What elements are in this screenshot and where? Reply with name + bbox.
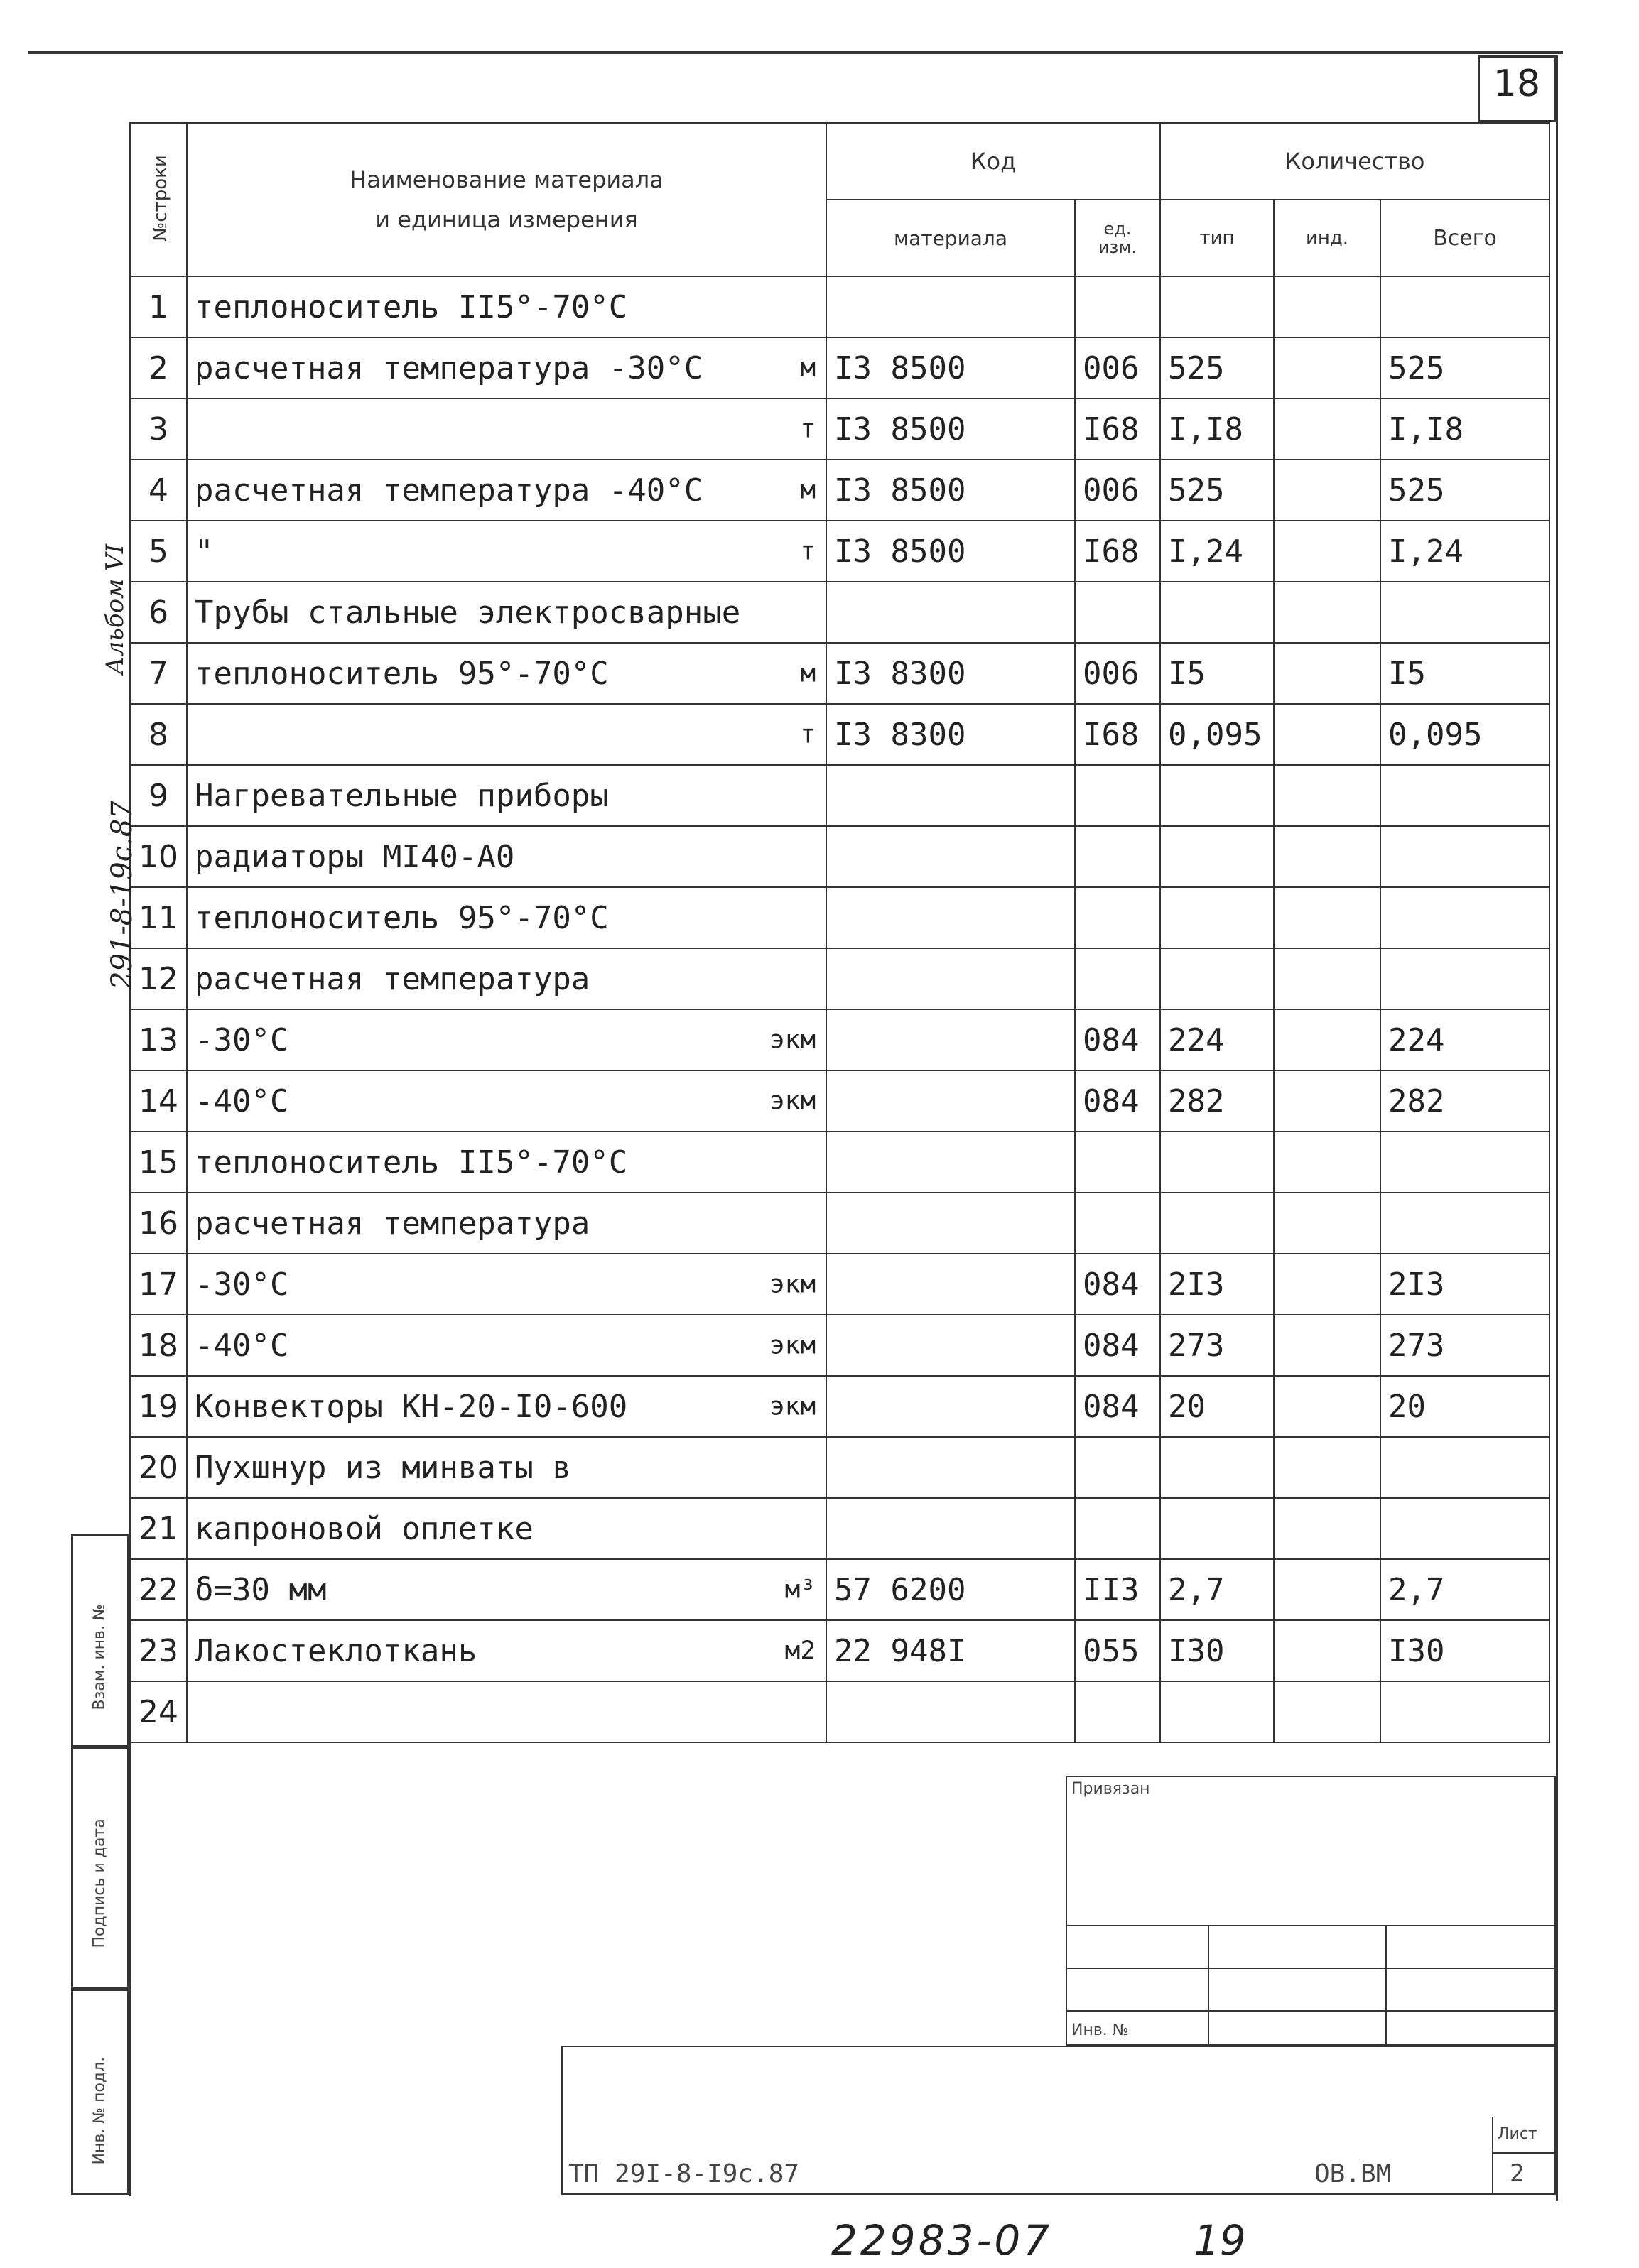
table-row: [130, 1132, 1549, 1193]
material-name-text: Лакостеклоткань: [195, 1632, 477, 1669]
table-row: [130, 1498, 1549, 1559]
material-code: [826, 1437, 1075, 1498]
unit-code: 084: [1075, 1254, 1160, 1315]
qty-ind: [1274, 1254, 1380, 1315]
sheet-label: Лист: [1498, 2125, 1537, 2143]
material-name-text: ": [195, 533, 214, 570]
unit-code: [1075, 1437, 1160, 1498]
qty-type: 282: [1160, 1070, 1274, 1132]
material-name: [187, 1559, 826, 1620]
unit-code: 006: [1075, 460, 1160, 521]
row-number: 6: [130, 582, 187, 643]
measure-unit: м: [800, 475, 816, 505]
qty-type: [1160, 887, 1274, 948]
qty-ind: [1274, 1193, 1380, 1254]
material-name: [187, 276, 826, 337]
unit-code: I68: [1075, 398, 1160, 460]
table-row: [130, 1193, 1549, 1254]
row-number: 5: [130, 521, 187, 582]
table-row: [130, 1437, 1549, 1498]
qty-ind: [1274, 1132, 1380, 1193]
unit-code: [1075, 1193, 1160, 1254]
material-code: [826, 1193, 1075, 1254]
sheet-number: 2: [1510, 2159, 1525, 2188]
stamp-left-label-3: Инв. № подл.: [90, 2056, 109, 2165]
qty-ind: [1274, 1559, 1380, 1620]
qty-ind: [1274, 1498, 1380, 1559]
top-rule: [28, 51, 1563, 54]
table-row: [130, 1070, 1549, 1132]
qty-ind: [1274, 704, 1380, 765]
row-number: 22: [130, 1559, 187, 1620]
material-name: [187, 460, 826, 521]
qty-total: I5: [1380, 643, 1549, 704]
material-code: I3 8500: [826, 337, 1075, 398]
row-number: 18: [130, 1315, 187, 1376]
header-code-material: материала: [826, 200, 1075, 276]
approval-inv: Инв. №: [1071, 2022, 1129, 2039]
material-name-text: -40°С: [195, 1083, 289, 1119]
qty-type: [1160, 582, 1274, 643]
table-row: [130, 276, 1549, 337]
material-code: [826, 765, 1075, 826]
side-code-label: 291-8-19с.87: [106, 801, 139, 989]
qty-type: I,I8: [1160, 398, 1274, 460]
row-number: 9: [130, 765, 187, 826]
unit-code: 006: [1075, 337, 1160, 398]
material-name: [187, 398, 826, 460]
unit-code: [1075, 1498, 1160, 1559]
row-number: 8: [130, 704, 187, 765]
measure-unit: экм: [769, 1269, 816, 1299]
material-code: [826, 1376, 1075, 1437]
qty-type: 2,7: [1160, 1559, 1274, 1620]
right-border: [1556, 55, 1558, 2201]
measure-unit: экм: [769, 1391, 816, 1421]
table-row: [130, 398, 1549, 460]
row-number: 14: [130, 1070, 187, 1132]
material-name: [187, 1620, 826, 1681]
bottom-archive-number: 22983-07: [831, 2216, 1053, 2264]
table-row: [130, 887, 1549, 948]
approval-vline-1: [1208, 1925, 1209, 2046]
approval-block: [1066, 1776, 1556, 2046]
qty-total: [1380, 1498, 1549, 1559]
approval-vline-2: [1385, 1925, 1387, 2046]
unit-code: [1075, 826, 1160, 887]
qty-ind: [1274, 460, 1380, 521]
qty-ind: [1274, 1009, 1380, 1070]
doc-section: ОВ.ВМ: [1314, 2159, 1392, 2188]
qty-total: 273: [1380, 1315, 1549, 1376]
material-name-text: расчетная температура: [195, 960, 590, 997]
header-qty-total: Всего: [1380, 200, 1549, 276]
unit-code: [1075, 582, 1160, 643]
qty-total: I30: [1380, 1620, 1549, 1681]
approval-accepted: Привязан: [1071, 1780, 1150, 1798]
material-name: [187, 1315, 826, 1376]
row-number: 2: [130, 337, 187, 398]
material-name-text: -30°С: [195, 1021, 289, 1058]
material-code: [826, 887, 1075, 948]
qty-ind: [1274, 1681, 1380, 1742]
row-number: 13: [130, 1009, 187, 1070]
row-number: 10: [130, 826, 187, 887]
qty-type: [1160, 948, 1274, 1009]
qty-ind: [1274, 1070, 1380, 1132]
qty-ind: [1274, 582, 1380, 643]
qty-ind: [1274, 1315, 1380, 1376]
qty-type: [1160, 1437, 1274, 1498]
qty-total: [1380, 1193, 1549, 1254]
material-code: I3 8300: [826, 704, 1075, 765]
qty-type: 525: [1160, 337, 1274, 398]
material-name: [187, 582, 826, 643]
qty-type: [1160, 1681, 1274, 1742]
qty-total: 525: [1380, 337, 1549, 398]
qty-total: 282: [1380, 1070, 1549, 1132]
material-table: [129, 122, 1550, 1743]
row-number: 24: [130, 1681, 187, 1742]
qty-ind: [1274, 1437, 1380, 1498]
table-row: [130, 582, 1549, 643]
approval-line-3: [1066, 2010, 1556, 2012]
qty-ind: [1274, 826, 1380, 887]
unit-code: II3: [1075, 1559, 1160, 1620]
measure-unit: м: [800, 353, 816, 383]
qty-total: [1380, 582, 1549, 643]
table-row: [130, 1681, 1549, 1742]
material-code: [826, 948, 1075, 1009]
header-quantity: Количество: [1160, 123, 1549, 200]
row-number: 17: [130, 1254, 187, 1315]
material-name: [187, 1437, 826, 1498]
material-code: [826, 1132, 1075, 1193]
row-number: 16: [130, 1193, 187, 1254]
qty-total: [1380, 1681, 1549, 1742]
material-code: I3 8300: [826, 643, 1075, 704]
material-name: [187, 887, 826, 948]
material-name-text: Пухшнур из минваты в: [195, 1449, 571, 1486]
row-number: 3: [130, 398, 187, 460]
unit-code: I68: [1075, 521, 1160, 582]
measure-unit: экм: [769, 1025, 816, 1055]
row-number: 4: [130, 460, 187, 521]
table-row: [130, 1620, 1549, 1681]
table-row: [130, 1009, 1549, 1070]
title-hline: [1492, 2152, 1556, 2154]
qty-ind: [1274, 521, 1380, 582]
qty-total: [1380, 826, 1549, 887]
material-code: 57 6200: [826, 1559, 1075, 1620]
qty-total: [1380, 276, 1549, 337]
table-row: [130, 1254, 1549, 1315]
material-name-text: теплоноситель II5°-70°С: [195, 288, 628, 325]
table-row: [130, 643, 1549, 704]
material-code: [826, 582, 1075, 643]
qty-type: [1160, 826, 1274, 887]
material-code: I3 8500: [826, 521, 1075, 582]
material-name: [187, 1009, 826, 1070]
material-name-text: расчетная температура -30°С: [195, 349, 703, 386]
qty-total: I,24: [1380, 521, 1549, 582]
material-name-text: радиаторы МI40-А0: [195, 838, 515, 875]
row-number: 21: [130, 1498, 187, 1559]
qty-type: [1160, 765, 1274, 826]
unit-code: [1075, 1132, 1160, 1193]
material-code: [826, 1009, 1075, 1070]
unit-code: 084: [1075, 1009, 1160, 1070]
material-code: [826, 826, 1075, 887]
material-name: [187, 1681, 826, 1742]
row-number: 20: [130, 1437, 187, 1498]
material-code: I3 8500: [826, 460, 1075, 521]
material-name-text: -40°С: [195, 1327, 289, 1364]
unit-code: 084: [1075, 1315, 1160, 1376]
material-name: [187, 704, 826, 765]
measure-unit: т: [800, 536, 816, 566]
header-name: Наименование материала и единица измерения: [187, 123, 826, 276]
qty-total: I,I8: [1380, 398, 1549, 460]
header-qty-type: тип: [1160, 200, 1274, 276]
qty-type: 20: [1160, 1376, 1274, 1437]
qty-type: 525: [1160, 460, 1274, 521]
material-name: [187, 521, 826, 582]
material-code: [826, 1070, 1075, 1132]
material-name-text: капроновой оплетке: [195, 1510, 534, 1547]
table-row: [130, 1559, 1549, 1620]
material-name-text: Нагревательные приборы: [195, 777, 609, 814]
material-code: 22 948I: [826, 1620, 1075, 1681]
material-name-text: теплоноситель 95°-70°С: [195, 655, 609, 692]
row-number: 11: [130, 887, 187, 948]
material-name-text: Конвекторы КН-20-I0-600: [195, 1388, 628, 1425]
qty-type: [1160, 1498, 1274, 1559]
qty-type: I5: [1160, 643, 1274, 704]
qty-total: [1380, 887, 1549, 948]
unit-code: 006: [1075, 643, 1160, 704]
material-name: [187, 1132, 826, 1193]
qty-ind: [1274, 643, 1380, 704]
qty-type: [1160, 1132, 1274, 1193]
row-number: 15: [130, 1132, 187, 1193]
qty-ind: [1274, 765, 1380, 826]
unit-code: [1075, 276, 1160, 337]
qty-total: [1380, 1132, 1549, 1193]
material-name: [187, 948, 826, 1009]
material-name: [187, 826, 826, 887]
table-row: [130, 765, 1549, 826]
unit-code: 055: [1075, 1620, 1160, 1681]
header-row-number: №строки: [130, 123, 187, 276]
material-name: [187, 1376, 826, 1437]
qty-total: [1380, 948, 1549, 1009]
stamp-left-label-1: Взам. инв. №: [90, 1604, 109, 1710]
qty-type: I,24: [1160, 521, 1274, 582]
unit-code: [1075, 948, 1160, 1009]
material-code: [826, 1498, 1075, 1559]
unit-code: 084: [1075, 1070, 1160, 1132]
material-name-text: -30°С: [195, 1266, 289, 1303]
table-row: [130, 704, 1549, 765]
measure-unit: м: [800, 658, 816, 688]
material-name-text: расчетная температура: [195, 1205, 590, 1242]
measure-unit: м³: [784, 1575, 816, 1605]
material-name: [187, 1070, 826, 1132]
material-name: [187, 643, 826, 704]
material-name-text: расчетная температура -40°С: [195, 472, 703, 509]
qty-ind: [1274, 276, 1380, 337]
qty-total: 224: [1380, 1009, 1549, 1070]
material-code: [826, 1681, 1075, 1742]
qty-type: 224: [1160, 1009, 1274, 1070]
row-number: 23: [130, 1620, 187, 1681]
stamp-left-label-2: Подпись и дата: [90, 1818, 109, 1948]
material-code: [826, 1315, 1075, 1376]
row-number: 19: [130, 1376, 187, 1437]
measure-unit: т: [800, 720, 816, 749]
qty-ind: [1274, 1620, 1380, 1681]
material-name-text: теплоноситель II5°-70°С: [195, 1144, 628, 1181]
material-name-text: Трубы стальные электросварные: [195, 594, 741, 631]
material-code: [826, 276, 1075, 337]
qty-ind: [1274, 337, 1380, 398]
bottom-sheet-number: 19: [1194, 2216, 1246, 2264]
qty-total: [1380, 1437, 1549, 1498]
qty-type: [1160, 1193, 1274, 1254]
row-number: 1: [130, 276, 187, 337]
qty-total: 2,7: [1380, 1559, 1549, 1620]
qty-total: 2I3: [1380, 1254, 1549, 1315]
material-name-text: теплоноситель 95°-70°С: [195, 899, 609, 936]
material-code: [826, 1254, 1075, 1315]
qty-type: 0,095: [1160, 704, 1274, 765]
title-vline: [1492, 2117, 1493, 2195]
unit-code: 084: [1075, 1376, 1160, 1437]
side-album-label: Альбом VI: [101, 543, 129, 675]
measure-unit: экм: [769, 1330, 816, 1360]
qty-type: [1160, 276, 1274, 337]
table-row: [130, 948, 1549, 1009]
table-row: [130, 460, 1549, 521]
row-number: 7: [130, 643, 187, 704]
unit-code: [1075, 765, 1160, 826]
measure-unit: экм: [769, 1086, 816, 1116]
qty-total: 0,095: [1380, 704, 1549, 765]
material-name: [187, 337, 826, 398]
qty-total: [1380, 765, 1549, 826]
qty-ind: [1274, 398, 1380, 460]
unit-code: I68: [1075, 704, 1160, 765]
table-row: [130, 1315, 1549, 1376]
qty-ind: [1274, 1376, 1380, 1437]
row-number: 12: [130, 948, 187, 1009]
qty-total: 525: [1380, 460, 1549, 521]
material-name: [187, 1193, 826, 1254]
doc-code: ТП 29I-8-I9с.87: [568, 2159, 800, 2188]
qty-type: 273: [1160, 1315, 1274, 1376]
unit-code: [1075, 1681, 1160, 1742]
material-code: I3 8500: [826, 398, 1075, 460]
qty-total: 20: [1380, 1376, 1549, 1437]
table-row: [130, 826, 1549, 887]
page-number: 18: [1493, 63, 1541, 105]
material-name: [187, 1254, 826, 1315]
qty-ind: [1274, 887, 1380, 948]
measure-unit: т: [800, 414, 816, 444]
table-row: [130, 1376, 1549, 1437]
material-name: [187, 765, 826, 826]
measure-unit: м2: [784, 1636, 816, 1666]
table-row: [130, 337, 1549, 398]
qty-type: I30: [1160, 1620, 1274, 1681]
header-code-unit: ед. изм.: [1075, 200, 1160, 276]
header-qty-ind: инд.: [1274, 200, 1380, 276]
material-name: [187, 1498, 826, 1559]
qty-ind: [1274, 948, 1380, 1009]
approval-line-2: [1066, 1968, 1556, 1969]
unit-code: [1075, 887, 1160, 948]
header-code: Код: [826, 123, 1160, 200]
table-row: [130, 521, 1549, 582]
material-name-text: δ=30 мм: [195, 1571, 327, 1608]
qty-type: 2I3: [1160, 1254, 1274, 1315]
approval-line-1: [1066, 1925, 1556, 1926]
